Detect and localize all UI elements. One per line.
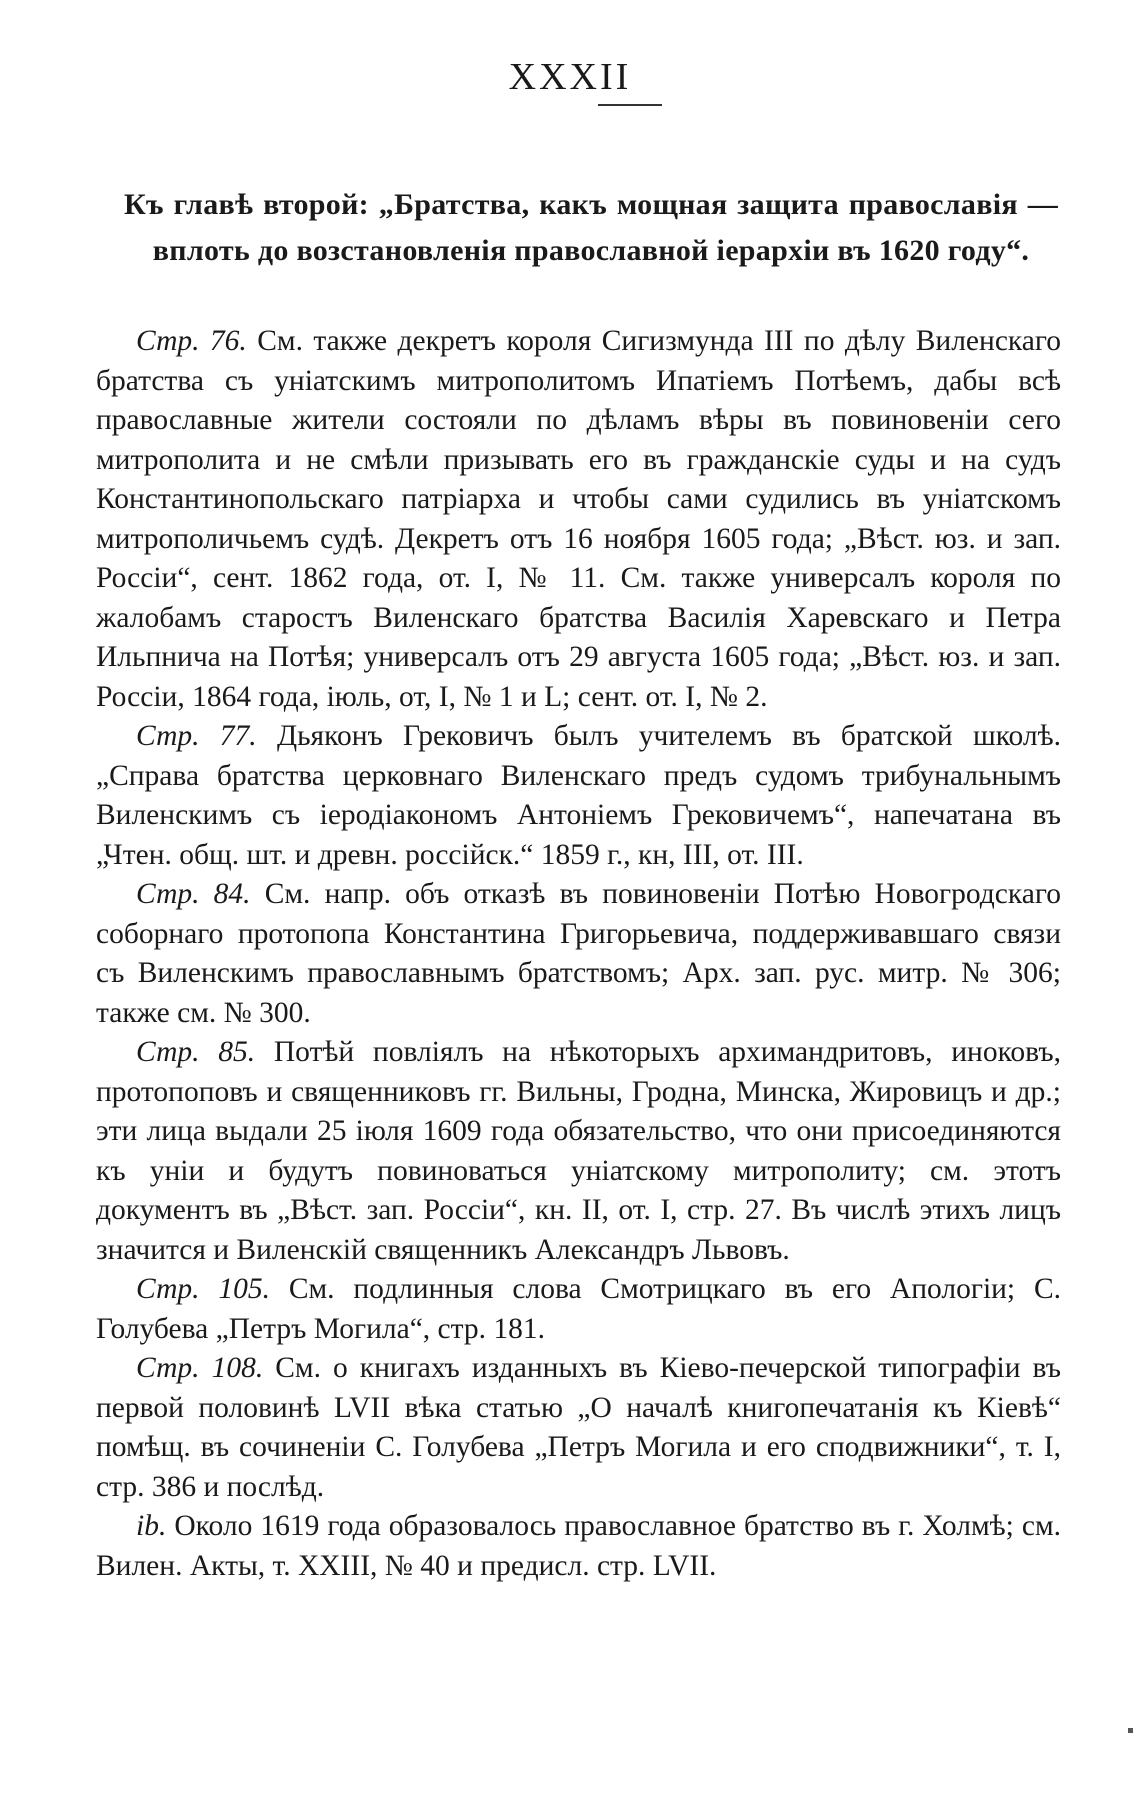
note-text: Дьяконъ Грековичъ былъ учителемъ въ братской школѣ. „Справа братства церковнаго Виленскаго предъ судомъ трибунальнымъ Виленскимъ съ іеродіакономъ Антоніемъ Грековичемъ“, напечатана въ „Чтен. общ. шт. и древн. россійск.“ 1859 г., кн, III, от. III. [96, 720, 1062, 871]
note-ref: ib. [136, 1510, 167, 1542]
note-ref: Стр. 85. [136, 1036, 256, 1068]
note-text: См. подлинныя слова Смотрицкаго въ его Апологіи; С. Голубева „Петръ Могила“, стр. 181. [96, 1273, 1062, 1345]
note-ref: Стр. 108. [136, 1352, 264, 1384]
note-page-105 [96, 1270, 1061, 1349]
note-ref: Стр. 76. [136, 325, 247, 357]
note-page-76 [96, 322, 1061, 717]
note-text: Около 1619 года образовалось православное братство въ г. Холмѣ; см. Вилен. Акты, т. XXIII, № 40 и предисл. стр. LVII. [96, 1510, 1062, 1582]
note-text: См. напр. объ отказѣ въ повиновеніи Потѣю Новогродскаго соборнаго протопопа Константина Григорьевича, поддерживавшаго связи съ Виленскимъ православнымъ братствомъ; Арх. зап. рус. митр. № 306; также см. № 300. [96, 878, 1061, 1029]
note-page-108 [96, 1349, 1061, 1507]
note-page-77 [96, 717, 1061, 875]
note-page-84 [96, 875, 1061, 1033]
notes-body [96, 322, 1061, 1586]
page-number-rule [598, 104, 662, 106]
note-ibidem [96, 1507, 1061, 1586]
note-text: См. также декретъ короля Сигизмунда III по дѣлу Виленскаго братства съ уніатскимъ митрополитомъ Ипатіемъ Потѣемъ, дабы всѣ православные жители состояли по дѣламъ вѣры въ повиновеніи сего митрополита и не смѣли призывать его въ гражданскіе суды и на судъ Константинопольскаго патріарха и чтобы сами судились въ уніатскомъ митрополичьемъ судѣ. Декретъ отъ 16 ноября 1605 года; „Вѣст. юз. и зап. Россіи“, сент. 1862 года, от. I, № 11. См. также универсалъ короля по жалобамъ старостъ Виленскаго братства Василія Харевскаго и Петра Ильпнича на Потѣя; универсалъ отъ 29 августа 1605 года; „Вѣст. юз. и зап. Россіи, 1864 года, іюль, от, I, № 1 и L; сент. от. I, № 2. [96, 325, 1062, 713]
chapter-heading: Къ главѣ второй: „Братства, какъ мощная защита православія — вплоть до возстановленія православной іерархіи въ 1620 году“. [124, 188, 1058, 267]
note-page-85 [96, 1033, 1061, 1270]
note-ref: Стр. 105. [136, 1273, 270, 1305]
note-ref: Стр. 77. [136, 720, 257, 752]
note-text: Потѣй повліялъ на нѣкоторыхъ архимандритовъ, иноковъ, протопоповъ и священниковъ гг. Вильны, Гродна, Минска, Жировицъ и др.; эти лица выдали 25 іюля 1609 года обязательство, что они присоединяются къ уніи и будутъ повиноваться уніатскому митрополиту; см. этотъ документъ въ „Вѣст. зап. Россіи“, кн. II, от. I, стр. 27. Въ числѣ этихъ лицъ значится и Виленскій священникъ Александръ Львовъ. [96, 1036, 1061, 1266]
scan-speck [1128, 1728, 1133, 1733]
note-text: См. о книгахъ изданныхъ въ Кіево-печерской типографіи въ первой половинѣ LVII вѣка статью „О началѣ книгопечатанія къ Кіевѣ“ помѣщ. въ сочиненіи С. Голубева „Петръ Могила и его сподвижники“, т. I, стр. 386 и послѣд. [96, 1352, 1061, 1503]
page-number: XXXII [508, 56, 632, 98]
note-ref: Стр. 84. [136, 878, 251, 910]
